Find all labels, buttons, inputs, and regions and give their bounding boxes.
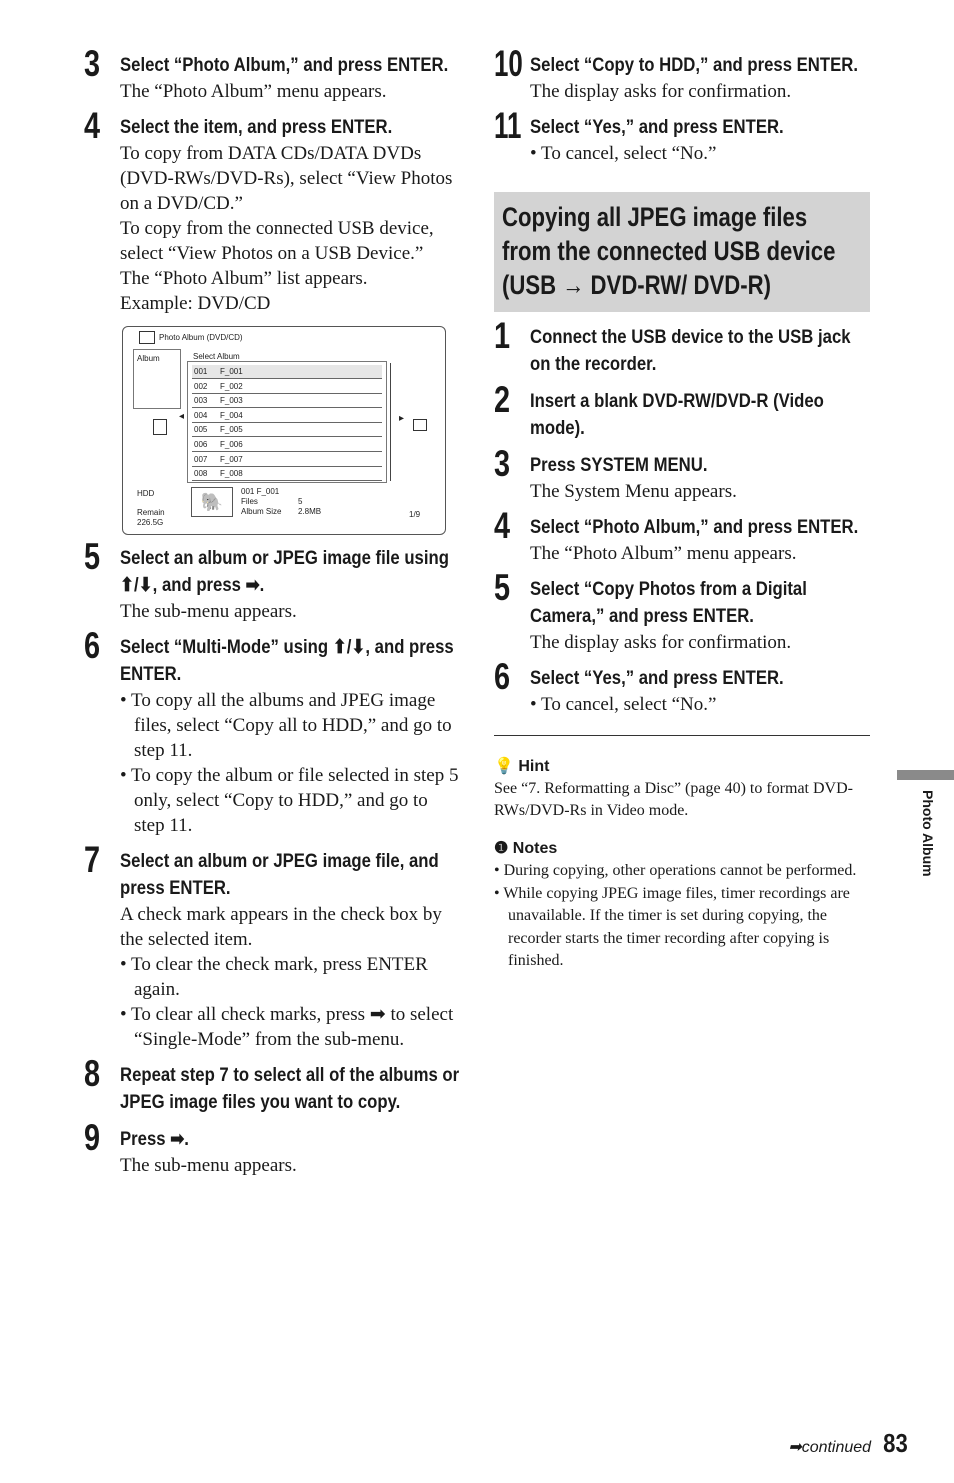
row-number: 006 (194, 440, 208, 449)
notes-section (494, 838, 870, 973)
step-7 (84, 839, 459, 1052)
bullet: • To clear all check marks, press ➡ to select “Single-Mode” from the sub-menu. (120, 1004, 454, 1050)
step-text: The “Photo Album” menu appears. (530, 543, 797, 564)
row-name: F_003 (220, 396, 243, 406)
left-arrow-icon: ◂ (179, 411, 185, 422)
step-number: 7 (84, 839, 101, 880)
step-number: 8 (84, 1053, 101, 1094)
step-heading: Select “Yes,” and press ENTER. (530, 668, 784, 689)
usb-step-4 (494, 505, 870, 566)
step-11 (494, 105, 870, 166)
step-6 (84, 625, 459, 838)
step-text: • To cancel, select “No.” (530, 143, 717, 164)
up-down-arrow-icon: ⬆/⬇ (120, 575, 153, 596)
left-column (84, 43, 460, 1188)
step-text: • To cancel, select “No.” (530, 694, 717, 715)
step-text: The “Photo Album” menu appears. (120, 81, 387, 102)
step-number: 3 (494, 443, 511, 484)
side-tab (897, 770, 954, 780)
step-number: 11 (494, 105, 522, 146)
bullet: • To copy the album or file selected in step 5 only, select “Copy to HDD,” and go to step 11. (120, 765, 459, 836)
section-title: Copying all JPEG image files from the connected USB device (USB → DVD-RW/ DVD-R) (502, 202, 836, 300)
step-heading: Select “Copy to HDD,” and press ENTER. (530, 55, 858, 76)
divider (494, 735, 870, 736)
usb-step-6 (494, 656, 870, 717)
select-album-label: Select Album (193, 352, 240, 361)
scroll-arrow-icon (390, 363, 391, 481)
submenu-icon (153, 419, 167, 435)
table-row[interactable] (192, 394, 382, 408)
step-4 (84, 105, 459, 535)
usb-step-2 (494, 379, 870, 442)
table-row[interactable] (192, 453, 382, 467)
page-number: 83 (883, 1428, 908, 1458)
step-text: The sub-menu appears. (120, 601, 297, 622)
step-9 (84, 1117, 459, 1178)
up-down-arrow-icon: ⬆/⬇ (332, 637, 366, 658)
row-number: 004 (194, 410, 208, 420)
step-10 (494, 43, 870, 104)
row-number: 005 (194, 425, 208, 435)
step-number: 5 (84, 536, 101, 577)
step-text: To copy from the connected USB device, select “View Photos on a USB Device.” (120, 218, 434, 264)
files-label: Files (241, 497, 258, 506)
step-number: 4 (494, 505, 511, 546)
step-number: 1 (494, 315, 511, 356)
step-heading: Press ➡. (120, 1129, 189, 1150)
continued-arrow-icon: ➡ (788, 1439, 802, 1456)
row-name: F_005 (220, 425, 243, 435)
files-value: 5 (298, 497, 303, 506)
size-value: 2.8MB (298, 507, 322, 516)
right-arrow-icon: ➡ (369, 1004, 386, 1025)
step-text: The sub-menu appears. (120, 1155, 297, 1176)
size-label: Album Size (241, 507, 282, 516)
step-heading: Select “Copy Photos from a Digital Camera,” and press ENTER. (530, 579, 807, 627)
step-number: 10 (494, 43, 523, 84)
photo-album-screen (122, 326, 446, 535)
continued-label: continued (801, 1439, 872, 1456)
page-footer (788, 1428, 910, 1459)
step-heading: Repeat step 7 to select all of the albums or JPEG image files you want to copy. (120, 1065, 460, 1113)
step-heading: Connect the USB device to the USB jack on the recorder. (530, 327, 851, 375)
table-row[interactable] (192, 380, 382, 394)
row-name: F_007 (220, 454, 243, 464)
hint-section (494, 756, 870, 822)
table-row[interactable] (192, 438, 382, 452)
album-label: Album (137, 354, 160, 363)
row-number: 003 (194, 396, 208, 406)
step-8 (84, 1053, 460, 1116)
section-banner (494, 192, 870, 312)
step-number: 5 (494, 567, 511, 608)
step-text: The “Photo Album” list appears. (120, 268, 368, 289)
step-text: The display asks for confirmation. (530, 632, 792, 653)
row-name: F_008 (220, 469, 243, 479)
step-text: A check mark appears in the check box by the selected item. (120, 904, 442, 950)
table-row[interactable] (192, 409, 382, 423)
hdd-label: HDD (137, 489, 155, 498)
row-name: F_004 (220, 410, 243, 420)
row-number: 001 (194, 367, 208, 376)
step-number: 9 (84, 1117, 101, 1158)
row-number: 007 (194, 454, 208, 464)
right-arrow-icon: ➡ (245, 575, 260, 596)
lightbulb-icon: 💡 (494, 758, 514, 775)
row-number: 008 (194, 469, 208, 479)
row-number: 002 (194, 381, 208, 391)
step-heading: Select an album or JPEG image file, and press ENTER. (120, 851, 439, 899)
table-row[interactable] (192, 467, 382, 481)
thumbnail: 🐘 (191, 487, 233, 517)
note-item: • During copying, other operations cannot be performed. (494, 862, 857, 879)
row-name: F_001 (220, 367, 243, 376)
step-number: 3 (84, 43, 101, 84)
step-number: 6 (84, 625, 101, 666)
side-label: Photo Album (920, 790, 936, 877)
usb-step-5 (494, 567, 870, 655)
step-heading: Select the item, and press ENTER. (120, 117, 393, 138)
step-number: 2 (494, 379, 511, 420)
step-text: To copy from DATA CDs/DATA DVDs (DVD-RWs/DVD-Rs), select “View Photos on a DVD/CD.” (120, 143, 453, 214)
step-text: The display asks for confirmation. (530, 81, 792, 102)
step-heading: Select “Multi-Mode” using ⬆/⬇, and press ENTER. (120, 637, 454, 685)
step-number: 4 (84, 105, 101, 146)
remain-value: 226.5G (137, 518, 164, 527)
step-text: Example: DVD/CD (120, 293, 271, 314)
album-list (187, 361, 387, 483)
album-screen-icon (139, 331, 155, 344)
notes-icon: ❶ (494, 840, 509, 857)
info-name: 001 F_001 (241, 487, 280, 496)
step-heading: Press SYSTEM MENU. (530, 455, 708, 476)
remain-label: Remain (137, 508, 165, 517)
usb-step-1 (494, 315, 870, 378)
table-row[interactable] (192, 365, 382, 379)
step-heading: Select “Photo Album,” and press ENTER. (530, 517, 859, 538)
row-name: F_002 (220, 381, 243, 391)
hint-text: See “7. Reformatting a Disc” (page 40) to format DVD-RWs/DVD-Rs in Video mode. (494, 780, 853, 819)
note-item: • While copying JPEG image files, timer recordings are unavailable. If the timer is set during copying, the recorder starts the timer recording after copying is finished. (494, 884, 850, 969)
step-heading: Select “Yes,” and press ENTER. (530, 117, 784, 138)
row-name: F_006 (220, 440, 243, 449)
bullet: • To clear the check mark, press ENTER again. (120, 954, 428, 1000)
screen-title: Photo Album (DVD/CD) (159, 333, 243, 342)
page-indicator: 1/9 (409, 510, 421, 519)
right-column (494, 43, 870, 973)
album-box (133, 349, 181, 409)
hint-title: Hint (518, 758, 550, 775)
notes-title: Notes (512, 840, 558, 857)
table-row[interactable] (192, 423, 382, 437)
step-heading: Select “Photo Album,” and press ENTER. (120, 55, 449, 76)
usb-step-3 (494, 443, 870, 504)
right-arrow-icon: ➡ (170, 1129, 185, 1150)
step-number: 6 (494, 656, 511, 697)
step-3 (84, 43, 459, 104)
step-heading: Select an album or JPEG image file using ⬆/⬇, and press ➡. (120, 548, 449, 596)
step-heading: Insert a blank DVD-RW/DVD-R (Video mode). (530, 391, 824, 439)
copy-target-icon (413, 419, 427, 431)
bullet: • To copy all the albums and JPEG image files, select “Copy all to HDD,” and go to step 11. (120, 690, 452, 761)
step-text: The System Menu appears. (530, 481, 737, 502)
right-arrow-icon: ▸ (399, 413, 405, 424)
step-5 (84, 536, 459, 624)
